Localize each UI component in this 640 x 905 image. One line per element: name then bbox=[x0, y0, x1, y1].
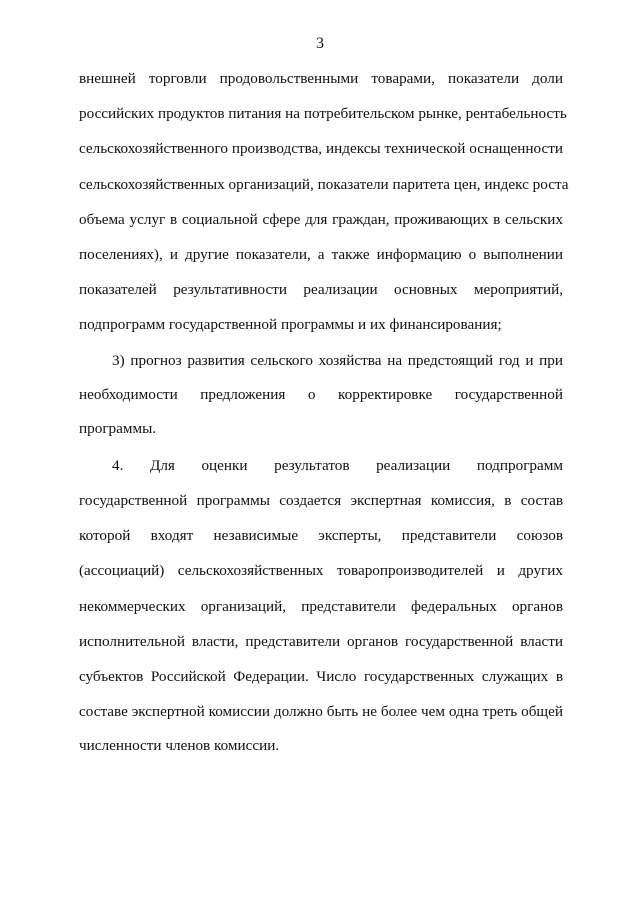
text-line: подпрограмм государственной программы и их финансирования; bbox=[79, 316, 502, 333]
text-line: составе экспертной комиссии должно быть не более чем одна треть общей bbox=[79, 703, 563, 720]
text-line: (ассоциаций) сельскохозяйственных товаропроизводителей и других bbox=[79, 562, 563, 579]
text-line: внешней торговли продовольственными товарами, показатели доли bbox=[79, 70, 563, 87]
text-line: объема услуг в социальной сфере для граждан, проживающих в сельских bbox=[79, 211, 563, 228]
text-line: исполнительной власти, представители органов государственной власти bbox=[79, 633, 563, 650]
text-line: российских продуктов питания на потребительском рынке, рентабельность bbox=[79, 105, 567, 122]
text-line: сельскохозяйственного производства, индексы технической оснащенности bbox=[79, 140, 563, 157]
text-line: которой входят независимые эксперты, представители союзов bbox=[79, 527, 563, 544]
text-line: некоммерческих организаций, представители федеральных органов bbox=[79, 598, 563, 615]
text-line: необходимости предложения о корректировке государственной bbox=[79, 386, 563, 403]
text-line: государственной программы создается экспертная комиссия, в состав bbox=[79, 492, 563, 509]
text-line: субъектов Российской Федерации. Число государственных служащих в bbox=[79, 668, 563, 685]
text-line: 3) прогноз развития сельского хозяйства на предстоящий год и при bbox=[112, 352, 563, 369]
text-line: программы. bbox=[79, 420, 157, 437]
text-line: численности членов комиссии. bbox=[79, 737, 280, 754]
text-line: поселениях), и другие показатели, а также информацию о выполнении bbox=[79, 246, 563, 263]
text-line: сельскохозяйственных организаций, показатели паритета цен, индекс роста bbox=[79, 176, 569, 193]
page-number: 3 bbox=[316, 35, 324, 52]
text-line: показателей результативности реализации основных мероприятий, bbox=[79, 281, 563, 298]
text-line: 4. Для оценки результатов реализации подпрограмм bbox=[112, 457, 563, 474]
